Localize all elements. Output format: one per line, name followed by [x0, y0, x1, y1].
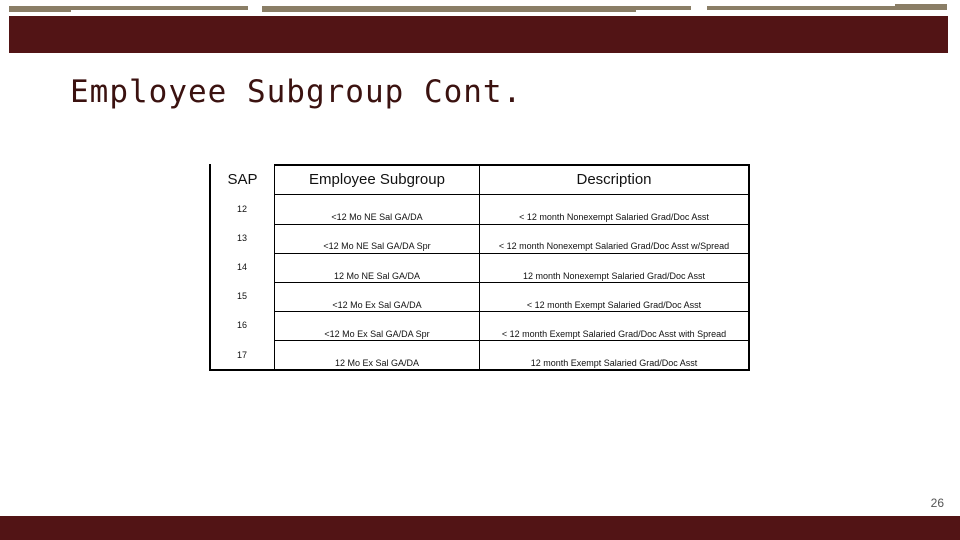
page-title: Employee Subgroup Cont.	[70, 74, 523, 110]
table-border	[209, 164, 211, 371]
table-cell-description: < 12 month Exempt Salaried Grad/Doc Asst	[526, 300, 702, 310]
table-cell-description: < 12 month Nonexempt Salaried Grad/Doc Asst	[519, 212, 709, 222]
table-cell-subgroup: <12 Mo Ex Sal GA/DA Spr	[324, 329, 430, 339]
header-banner	[9, 16, 948, 53]
table-cell-sap: 16	[236, 320, 247, 330]
table-border	[274, 282, 750, 283]
table-cell-description: 12 month Nonexempt Salaried Grad/Doc Asst	[522, 271, 706, 281]
table-border	[274, 194, 750, 195]
table-cell-sap: 12	[236, 204, 247, 214]
table-cell-sap: 17	[236, 350, 247, 360]
table-border	[274, 253, 750, 254]
top-accent-line	[262, 10, 636, 12]
table-border	[274, 340, 750, 341]
column-header-sap: SAP	[227, 171, 258, 188]
footer-bar	[0, 516, 960, 540]
table-cell-subgroup: <12 Mo NE Sal GA/DA Spr	[323, 241, 431, 251]
table-cell-sap: 15	[236, 291, 247, 301]
top-accent-line	[895, 4, 947, 6]
table-cell-sap: 13	[236, 233, 247, 243]
table-cell-description: < 12 month Nonexempt Salaried Grad/Doc Asst w/Spread	[498, 241, 730, 251]
table-border	[209, 369, 750, 371]
table-cell-subgroup: 12 Mo Ex Sal GA/DA	[334, 358, 420, 368]
column-header-description: Description	[576, 171, 652, 188]
page-number: 26	[930, 496, 944, 510]
table-cell-description: 12 month Exempt Salaried Grad/Doc Asst	[530, 358, 698, 368]
table-border	[274, 224, 750, 225]
column-header-subgroup: Employee Subgroup	[309, 171, 445, 188]
table-cell-subgroup: <12 Mo Ex Sal GA/DA	[332, 300, 422, 310]
table-cell-subgroup: 12 Mo NE Sal GA/DA	[333, 271, 421, 281]
table-border	[274, 311, 750, 312]
top-accent-line	[9, 10, 71, 12]
table-cell-subgroup: <12 Mo NE Sal GA/DA	[331, 212, 423, 222]
top-accent-line	[707, 6, 947, 10]
table-cell-description: < 12 month Exempt Salaried Grad/Doc Asst with Spread	[501, 329, 727, 339]
table-cell-sap: 14	[236, 262, 247, 272]
